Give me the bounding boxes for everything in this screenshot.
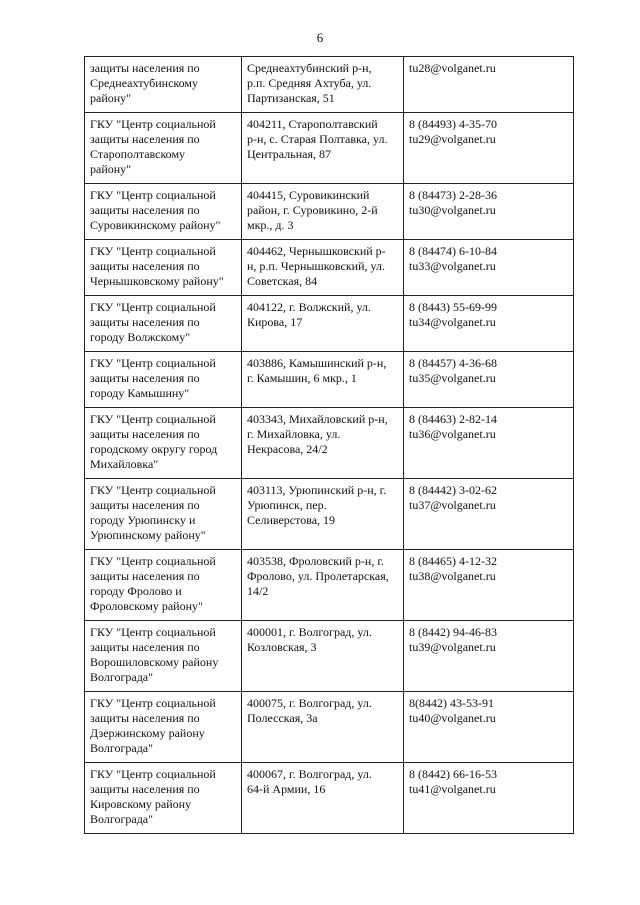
name-line: ГКУ "Центр социальной: [90, 300, 216, 314]
name-line: городу Урюпинску и: [90, 513, 196, 527]
name-line: ГКУ "Центр социальной: [90, 554, 216, 568]
address-line: р-н, с. Старая Полтавка, ул.: [247, 132, 388, 146]
address-line: р.п. Средняя Ахтуба, ул.: [247, 76, 372, 90]
contact-line: 8(8442) 43-53-91: [409, 696, 494, 710]
name-line: Чернышковскому району": [90, 274, 224, 288]
name-line: городу Фролово и: [90, 584, 182, 598]
name-line: защиты населения по: [90, 61, 200, 75]
address-cell: [242, 621, 404, 692]
address-line: 404211, Старополтавский: [247, 117, 378, 131]
contact-line: 8 (84457) 4-36-68: [409, 356, 497, 370]
name-line: ГКУ "Центр социальной: [90, 625, 216, 639]
address-line: 404415, Суровикинский: [247, 188, 370, 202]
name-line: городу Камышину": [90, 386, 190, 400]
table-row: [85, 479, 574, 550]
email-text: tu33@volganet.ru: [409, 259, 496, 273]
name-line: защиты населения по: [90, 427, 200, 441]
address-line: Партизанская, 51: [247, 91, 335, 105]
contact-line: 8 (84465) 4-12-32: [409, 554, 497, 568]
address-cell: [242, 408, 404, 479]
name-line: ГКУ "Центр социальной: [90, 412, 216, 426]
address-cell: [242, 296, 404, 352]
organization-name-cell: [85, 408, 242, 479]
address-line: 14/2: [247, 584, 269, 598]
table-row: [85, 763, 574, 834]
table-row: [85, 113, 574, 184]
email-text: tu40@volganet.ru: [409, 711, 496, 725]
address-line: 403113, Урюпинский р-н, г.: [247, 483, 387, 497]
contact-cell: [404, 184, 574, 240]
name-line: району": [90, 162, 132, 176]
contact-line: 8 (84463) 2-82-14: [409, 412, 497, 426]
organization-name-cell: [85, 184, 242, 240]
email-text: tu41@volganet.ru: [409, 782, 496, 796]
address-cell: [242, 692, 404, 763]
organization-name-cell: [85, 763, 242, 834]
contact-cell: [404, 692, 574, 763]
contact-cell: [404, 408, 574, 479]
organization-name-cell: [85, 113, 242, 184]
name-line: защиты населения по: [90, 640, 200, 654]
address-line: район, г. Суровикино, 2-й: [247, 203, 378, 217]
name-line: защиты населения по: [90, 569, 200, 583]
email-text: tu36@volganet.ru: [409, 427, 496, 441]
table-row: [85, 184, 574, 240]
address-line: Селиверстова, 19: [247, 513, 336, 527]
address-line: 400067, г. Волгоград, ул.: [247, 767, 372, 781]
email-text: tu28@volganet.ru: [409, 61, 496, 75]
address-line: 64-й Армии, 16: [247, 782, 326, 796]
page-number: 6: [316, 30, 324, 45]
address-line: 403886, Камышинский р-н,: [247, 356, 387, 370]
address-line: Некрасова, 24/2: [247, 442, 328, 456]
table-row: [85, 240, 574, 296]
email-text: tu38@volganet.ru: [409, 569, 496, 583]
contact-line: 8 (84474) 6-10-84: [409, 244, 497, 258]
address-line: Фролово, ул. Пролетарская,: [247, 569, 389, 583]
name-line: Урюпинскому району": [90, 528, 206, 542]
name-line: ГКУ "Центр социальной: [90, 483, 216, 497]
organization-name-cell: [85, 550, 242, 621]
name-line: ГКУ "Центр социальной: [90, 767, 216, 781]
address-line: 400001, г. Волгоград, ул.: [247, 625, 372, 639]
name-line: Суровикинскому району": [90, 218, 221, 232]
name-line: Ворошиловскому району: [90, 655, 219, 669]
table-row: [85, 692, 574, 763]
address-line: Полесская, 3а: [247, 711, 318, 725]
contact-cell: [404, 57, 574, 113]
address-line: Урюпинск, пер.: [247, 498, 327, 512]
name-line: защиты населения по: [90, 259, 200, 273]
address-line: 403343, Михайловский р-н,: [247, 412, 388, 426]
address-line: мкр., д. 3: [247, 218, 294, 232]
contact-line: 8 (84493) 4-35-70: [409, 117, 497, 131]
name-line: защиты населения по: [90, 132, 200, 146]
address-line: Советская, 84: [247, 274, 318, 288]
contact-cell: [404, 621, 574, 692]
name-line: Среднеахтубинскому: [90, 76, 198, 90]
name-line: Михайловка": [90, 457, 159, 471]
email-text: tu39@volganet.ru: [409, 640, 496, 654]
address-cell: [242, 479, 404, 550]
contact-cell: [404, 113, 574, 184]
table-row: [85, 57, 574, 113]
address-line: г. Михайловка, ул.: [247, 427, 341, 441]
name-line: городу Волжскому": [90, 330, 191, 344]
address-line: Кирова, 17: [247, 315, 303, 329]
name-line: ГКУ "Центр социальной: [90, 117, 216, 131]
address-line: г. Камышин, 6 мкр., 1: [247, 371, 357, 385]
contact-cell: [404, 240, 574, 296]
contact-line: 8 (8442) 66-16-53: [409, 767, 497, 781]
table-row: [85, 550, 574, 621]
contact-line: 8 (8443) 55-69-99: [409, 300, 497, 314]
address-cell: [242, 352, 404, 408]
address-cell: [242, 113, 404, 184]
contact-line: 8 (8442) 94-46-83: [409, 625, 497, 639]
address-line: Среднеахтубинский р-н,: [247, 61, 372, 75]
name-line: ГКУ "Центр социальной: [90, 188, 216, 202]
name-line: ГКУ "Центр социальной: [90, 696, 216, 710]
contact-cell: [404, 550, 574, 621]
name-line: Волгограда": [90, 670, 154, 684]
address-cell: [242, 184, 404, 240]
address-line: 404122, г. Волжский, ул.: [247, 300, 371, 314]
organization-name-cell: [85, 240, 242, 296]
contact-line: 8 (84473) 2-28-36: [409, 188, 497, 202]
organization-name-cell: [85, 57, 242, 113]
name-line: защиты населения по: [90, 203, 200, 217]
contact-cell: [404, 479, 574, 550]
email-text: tu37@volganet.ru: [409, 498, 496, 512]
contact-cell: [404, 296, 574, 352]
address-line: н, р.п. Чернышковский, ул.: [247, 259, 385, 273]
address-cell: [242, 763, 404, 834]
organization-name-cell: [85, 692, 242, 763]
name-line: защиты населения по: [90, 498, 200, 512]
name-line: Волгограда": [90, 741, 154, 755]
table-row: [85, 621, 574, 692]
registry-table: [84, 56, 574, 834]
name-line: Фроловскому району": [90, 599, 203, 613]
email-text: tu29@volganet.ru: [409, 132, 496, 146]
email-text: tu30@volganet.ru: [409, 203, 496, 217]
address-cell: [242, 550, 404, 621]
table-row: [85, 408, 574, 479]
email-text: tu34@volganet.ru: [409, 315, 496, 329]
email-text: tu35@volganet.ru: [409, 371, 496, 385]
table-row: [85, 352, 574, 408]
organization-name-cell: [85, 479, 242, 550]
name-line: Дзержинскому району: [90, 726, 205, 740]
name-line: Волгограда": [90, 812, 154, 826]
name-line: защиты населения по: [90, 711, 200, 725]
table-row: [85, 296, 574, 352]
contact-cell: [404, 763, 574, 834]
address-cell: [242, 57, 404, 113]
address-line: Центральная, 87: [247, 147, 331, 161]
organization-name-cell: [85, 352, 242, 408]
name-line: городскому округу город: [90, 442, 218, 456]
name-line: Старополтавскому: [90, 147, 186, 161]
address-cell: [242, 240, 404, 296]
name-line: защиты населения по: [90, 315, 200, 329]
contact-cell: [404, 352, 574, 408]
address-line: 403538, Фроловский р-н, г.: [247, 554, 384, 568]
name-line: ГКУ "Центр социальной: [90, 244, 216, 258]
name-line: защиты населения по: [90, 782, 200, 796]
name-line: защиты населения по: [90, 371, 200, 385]
name-line: району": [90, 91, 132, 105]
organization-name-cell: [85, 621, 242, 692]
address-line: 404462, Чернышковский р-: [247, 244, 386, 258]
address-line: Козловская, 3: [247, 640, 317, 654]
name-line: Кировскому району: [90, 797, 192, 811]
address-line: 400075, г. Волгоград, ул.: [247, 696, 372, 710]
contact-line: 8 (84442) 3-02-62: [409, 483, 497, 497]
organization-name-cell: [85, 296, 242, 352]
registry-body: [85, 57, 574, 834]
name-line: ГКУ "Центр социальной: [90, 356, 216, 370]
